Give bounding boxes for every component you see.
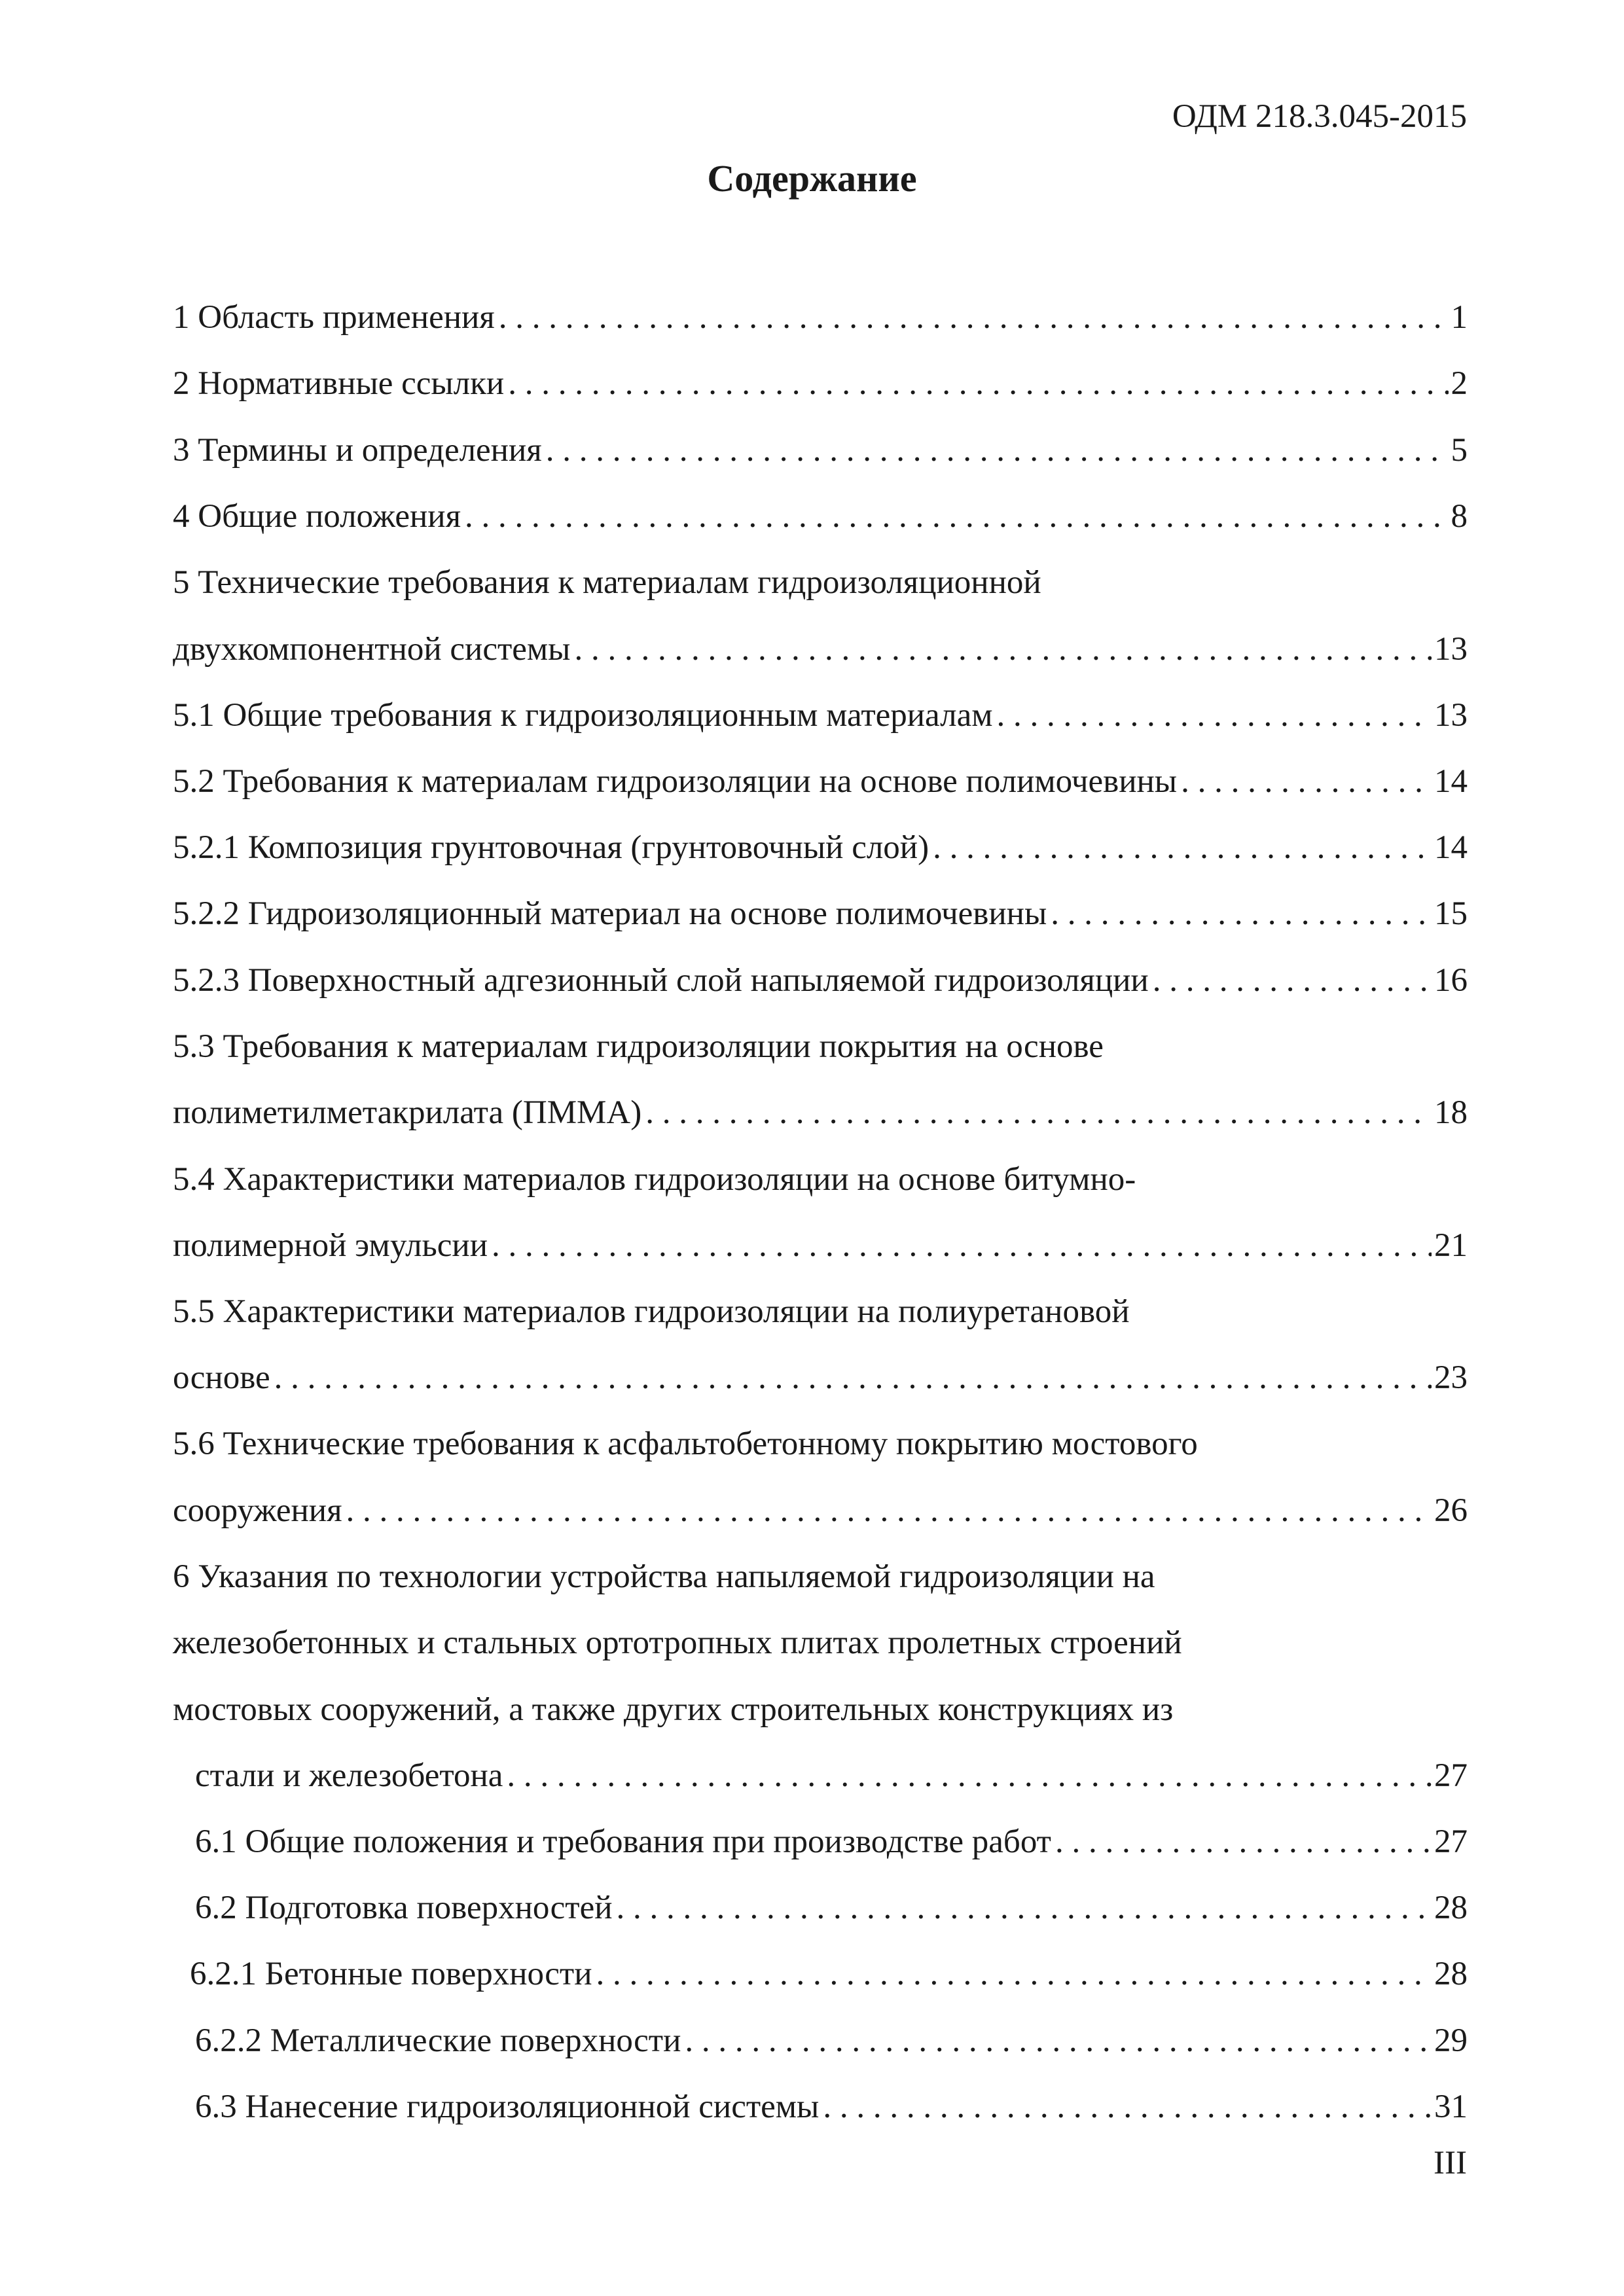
toc-entry-label: полимерной эмульсии [173,1227,488,1264]
document-code: ОДМ 218.3.045-2015 [1172,98,1467,135]
toc-entry-label: 6.2 Подготовка поверхностей [195,1890,613,1926]
toc-entry-heading-line: 5.6 Технические требования к асфальтобетонному покрытию мостового [173,1426,1198,1462]
toc-entry-label: 5.1 Общие требования к гидроизоляционным материалам [173,697,993,734]
toc-entry-page: 26 [1434,1492,1468,1529]
toc-entry[interactable] [173,694,1468,736]
toc-entry-heading-line: 5.3 Требования к материалам гидроизоляции покрытия на основе [173,1028,1104,1065]
toc-entry[interactable] [173,893,1468,935]
toc-entry[interactable] [173,960,1468,1001]
toc-entry-page: 27 [1434,1823,1468,1860]
toc-entry-page: 29 [1434,2022,1468,2059]
leader-dots [1047,893,1432,935]
toc-entry-page: 14 [1434,829,1468,866]
leader-dots [495,296,1449,338]
leader-dots [1051,1821,1432,1863]
toc-entry[interactable] [173,761,1468,802]
toc-entry-label: 1 Область применения [173,299,495,336]
toc-entry-heading-line: 5 Технические требования к материалам гидроизоляционной [173,564,1041,601]
leader-dots [570,628,1432,670]
leader-dots [542,429,1449,471]
leader-dots [1177,761,1432,802]
toc-entry[interactable] [173,495,1468,537]
toc-entry[interactable] [173,1357,1468,1399]
toc-entry-label: 6.2.2 Металлические поверхности [195,2022,681,2059]
toc-entry[interactable] [195,1755,1468,1797]
toc-entry-page: 13 [1434,631,1468,668]
toc-entry-heading-line: мостовых сооружений, а также других строительных конструкциях из [173,1691,1174,1728]
leader-dots [592,1953,1432,1995]
toc-entry-page: 31 [1434,2089,1468,2125]
toc-entry-label: двухкомпонентной системы [173,631,571,668]
toc-entry-label: 5.2.3 Поверхностный адгезионный слой напыляемой гидроизоляции [173,962,1149,999]
leader-dots [993,694,1432,736]
toc-entry-page: 2 [1451,365,1468,402]
leader-dots [461,495,1448,537]
toc-entry-page: 8 [1451,498,1468,535]
toc-entry-label: стали и железобетона [195,1757,503,1794]
toc-entry-page: 18 [1434,1094,1468,1131]
toc-entry-page: 13 [1434,697,1468,734]
toc-entry-page: 28 [1434,1956,1468,1992]
leader-dots [504,363,1448,404]
toc-entry-heading-line: железобетонных и стальных ортотропных плитах пролетных строений [173,1624,1182,1661]
toc-entry[interactable] [190,1953,1468,1995]
toc-entry-label: 5.2 Требования к материалам гидроизоляции на основе полимочевины [173,763,1178,800]
toc-entry-label: 6.2.1 Бетонные поверхности [190,1956,592,1992]
toc-entry[interactable] [195,1821,1468,1863]
toc-entry-label: основе [173,1359,270,1396]
toc-entry-label: 5.2.1 Композиция грунтовочная (грунтовочный слой) [173,829,929,866]
toc-entry[interactable] [195,2086,1468,2128]
toc-entry[interactable] [173,429,1468,471]
toc-entry-label: 6.3 Нанесение гидроизоляционной системы [195,2089,820,2125]
toc-entry-page: 14 [1434,763,1468,800]
toc-entry[interactable] [173,1225,1468,1266]
page-number: III [1434,2145,1467,2181]
leader-dots [641,1092,1432,1134]
toc-entry-page: 16 [1434,962,1468,999]
toc-entry-page: 21 [1434,1227,1468,1264]
leader-dots [270,1357,1432,1399]
page-title: Содержание [707,157,917,200]
toc-entry[interactable] [173,628,1468,670]
toc-entry-label: 6.1 Общие положения и требования при производстве работ [195,1823,1051,1860]
toc-entry-page: 1 [1451,299,1468,336]
toc-entry-page: 27 [1434,1757,1468,1794]
toc-entry-label: 4 Общие положения [173,498,461,535]
toc-entry[interactable] [195,2020,1468,2062]
leader-dots [488,1225,1432,1266]
leader-dots [1149,960,1432,1001]
leader-dots [503,1755,1432,1797]
toc-entry-page: 28 [1434,1890,1468,1926]
toc-entry-heading-line: 5.5 Характеристики материалов гидроизоляции на полиуретановой [173,1293,1130,1330]
toc-entry-page: 15 [1434,895,1468,932]
toc-entry[interactable] [173,1092,1468,1134]
toc-entry-heading-line: 5.4 Характеристики материалов гидроизоляции на основе битумно- [173,1161,1136,1198]
toc-entry[interactable] [173,827,1468,869]
leader-dots [681,2020,1432,2062]
toc-entry-label: 2 Нормативные ссылки [173,365,505,402]
leader-dots [929,827,1432,869]
toc-entry-label: 3 Термины и определения [173,432,542,469]
leader-dots [613,1887,1432,1929]
toc-entry[interactable] [173,1490,1468,1532]
toc-entry-heading-line: 6 Указания по технологии устройства напыляемой гидроизоляции на [173,1558,1155,1595]
leader-dots [342,1490,1432,1532]
toc-entry[interactable] [173,296,1468,338]
toc-entry[interactable] [173,363,1468,404]
toc-entry[interactable] [195,1887,1468,1929]
toc-entry-label: полиметилметакрилата (ПММА) [173,1094,642,1131]
toc-entry-label: 5.2.2 Гидроизоляционный материал на основе полимочевины [173,895,1047,932]
leader-dots [819,2086,1432,2128]
toc-entry-page: 23 [1434,1359,1468,1396]
toc-entry-label: сооружения [173,1492,342,1529]
toc-entry-page: 5 [1451,432,1468,469]
